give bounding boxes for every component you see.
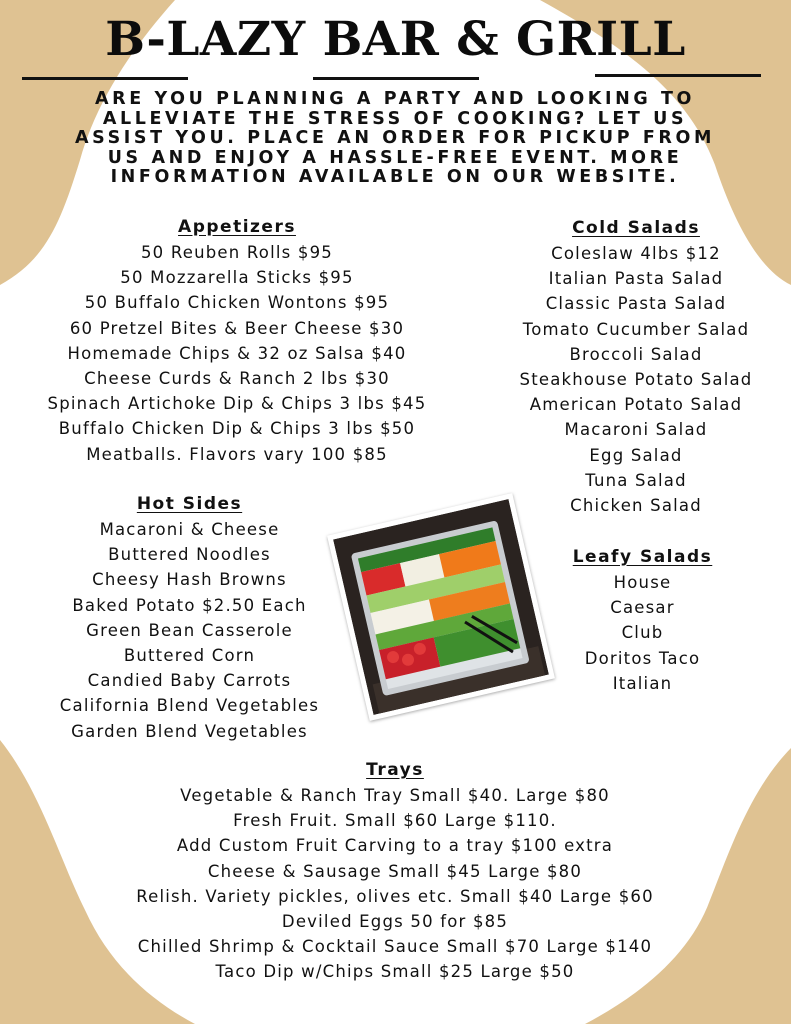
menu-item: Italian (612, 673, 673, 693)
menu-item: Caesar (610, 598, 675, 618)
menu-item: Italian Pasta Salad (548, 269, 724, 289)
menu-item: Buffalo Chicken Dip & Chips 3 lbs $50 (58, 419, 416, 439)
menu-item: Buttered Corn (123, 646, 256, 666)
menu-item: Cheese Curds & Ranch 2 lbs $30 (84, 369, 390, 389)
divider-center (313, 77, 479, 80)
menu-item: 60 Pretzel Bites & Beer Cheese $30 (69, 318, 405, 338)
menu-item: Green Bean Casserole (86, 620, 293, 640)
menu-item: Spinach Artichoke Dip & Chips 3 lbs $45 (47, 394, 427, 414)
menu-item: Cheesy Hash Browns (92, 570, 287, 590)
menu-item: Chicken Salad (570, 496, 702, 516)
menu-item: Tomato Cucumber Salad (522, 319, 750, 339)
leafy-salads-list (545, 570, 740, 696)
trays-section (100, 759, 690, 985)
trays-list (100, 783, 690, 985)
menu-item: Relish. Variety pickles, olives etc. Small $40 Large $60 (136, 886, 654, 906)
menu-item: Candied Baby Carrots (87, 671, 292, 691)
page-title: B-LAZY BAR & GRILL (105, 12, 686, 67)
divider-left (22, 77, 188, 80)
menu-item: Classic Pasta Salad (545, 294, 727, 314)
cold-salads-section (500, 217, 772, 518)
menu-item: Vegetable & Ranch Tray Small $40. Large $80 (180, 786, 610, 805)
appetizers-heading: Appetizers (178, 217, 296, 237)
vegetable-tray-photo (327, 493, 555, 721)
menu-item: Cheese & Sausage Small $45 Large $80 (207, 861, 583, 881)
leafy-salads-heading: Leafy Salads (572, 547, 713, 567)
cold-salads-list (500, 241, 772, 518)
menu-item: 50 Reuben Rolls $95 (140, 243, 334, 262)
menu-item: Fresh Fruit. Small $60 Large $110. (233, 811, 557, 831)
hot-sides-list (22, 517, 357, 744)
menu-item: 50 Mozzarella Sticks $95 (120, 268, 354, 288)
menu-item: Macaroni Salad (564, 420, 708, 440)
trays-heading: Trays (366, 760, 424, 780)
menu-item: Doritos Taco (584, 648, 701, 668)
menu-item: Meatballs. Flavors vary 100 $85 (86, 444, 388, 464)
menu-item: Egg Salad (589, 445, 683, 465)
menu-item: 50 Buffalo Chicken Wontons $95 (84, 293, 390, 313)
menu-item: Broccoli Salad (569, 344, 703, 364)
menu-item: Buttered Noodles (108, 545, 271, 565)
menu-item: Coleslaw 4lbs $12 (551, 244, 721, 263)
menu-item: Deviled Eggs 50 for $85 (281, 912, 509, 932)
menu-item: Add Custom Fruit Carving to a tray $100 extra (176, 836, 614, 856)
intro-text: ARE YOU PLANNING A PARTY AND LOOKING TO ALLEVIATE THE STRESS OF COOKING? LET US ASSIST YOU. PLACE AN ORDER FOR PICKUP FROM US AND ENJOY A HASSLE-FREE EVENT. MORE INFORMATION AVAILABLE ON OUR WEBSITE. (75, 89, 715, 187)
menu-item: American Potato Salad (529, 395, 743, 415)
menu-item: Club (621, 623, 664, 643)
hot-sides-section (22, 493, 357, 744)
menu-item: Steakhouse Potato Salad (519, 370, 753, 390)
menu-item: Garden Blend Vegetables (71, 721, 308, 741)
cold-salads-heading: Cold Salads (572, 218, 700, 238)
menu-item: House (613, 573, 672, 592)
menu-item: Homemade Chips & 32 oz Salsa $40 (67, 343, 407, 363)
hot-sides-heading: Hot Sides (136, 494, 243, 514)
leafy-salads-section (545, 546, 740, 696)
menu-item: Macaroni & Cheese (99, 520, 280, 539)
menu-item: Chilled Shrimp & Cocktail Sauce Small $70 Large $140 (137, 937, 653, 957)
menu-item: Baked Potato $2.50 Each (72, 595, 307, 615)
vegetable-tray-image (333, 499, 549, 715)
menu-item: California Blend Vegetables (59, 696, 320, 716)
menu-item: Tuna Salad (585, 470, 687, 490)
appetizers-list (22, 240, 452, 467)
menu-item: Taco Dip w/Chips Small $25 Large $50 (215, 962, 575, 982)
divider-right (595, 74, 761, 77)
appetizers-section (22, 216, 452, 467)
